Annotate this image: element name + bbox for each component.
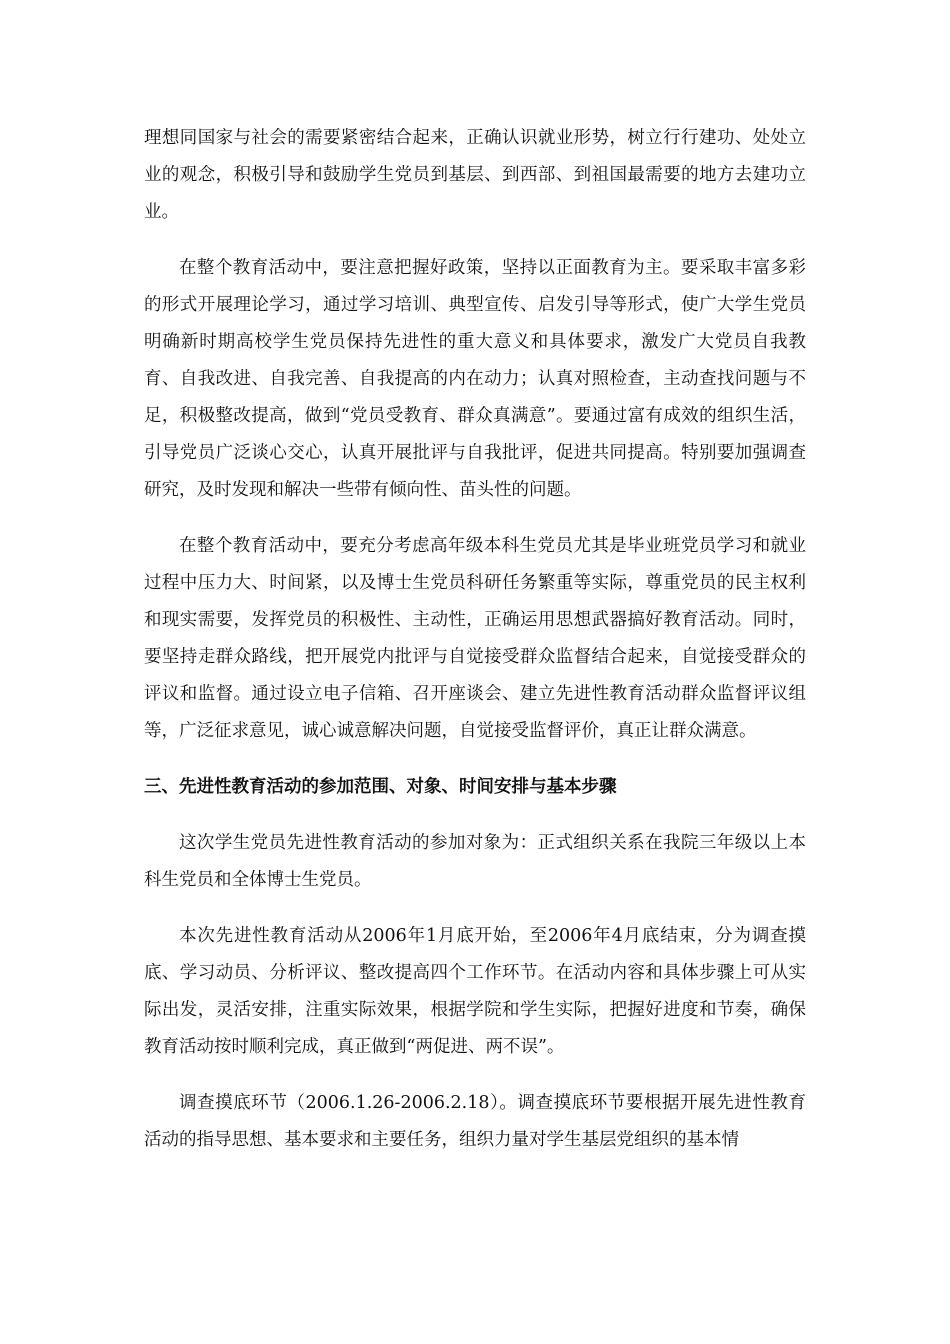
paragraph-4: 这次学生党员先进性教育活动的参加对象为：正式组织关系在我院三年级以上本科生党员和全体博士生党员。: [144, 833, 806, 890]
document-body: [144, 120, 806, 1178]
paragraph-1: 理想同国家与社会的需要紧密结合起来，正确认识就业形势，树立行行建功、处处立业的观念，积极引导和鼓励学生党员到基层、到西部、到祖国最需要的地方去建功立业。: [144, 128, 806, 222]
paragraph-5: 本次先进性教育活动从2006年1月底开始，至2006年4月底结束，分为调查摸底、学习动员、分析评议、整改提高四个工作环节。在活动内容和具体步骤上可从实际出发，灵活安排，注重实际效果，根据学院和学生实际，把握好进度和节奏，确保教育活动按时顺利完成，真正做到“两促进、两不误”。: [144, 926, 806, 1057]
paragraph-3: 在整个教育活动中，要充分考虑高年级本科生党员尤其是毕业班党员学习和就业过程中压力大、时间紧，以及博士生党员科研任务繁重等实际，尊重党员的民主权利和现实需要，发挥党员的积极性、主动性，正确运用思想武器搞好教育活动。同时，要坚持走群众路线，把开展党内批评与自觉接受群众监督结合起来，自觉接受群众的评议和监督。通过设立电子信箱、召开座谈会、建立先进性教育活动群众监督评议组等，广泛征求意见，诚心诚意解决问题，自觉接受监督评价，真正让群众满意。: [144, 536, 806, 741]
paragraph-2: 在整个教育活动中，要注意把握好政策，坚持以正面教育为主。要采取丰富多彩的形式开展理论学习，通过学习培训、典型宣传、启发引导等形式，使广大学生党员明确新时期高校学生党员保持先进性的重大意义和具体要求，激发广大党员自我教育、自我改进、自我完善、自我提高的内在动力；认真对照检查，主动查找问题与不足，积极整改提高，做到“党员受教育、群众真满意”。要通过富有成效的组织生活，引导党员广泛谈心交心，认真开展批评与自我批评，促进共同提高。特别要加强调查研究，及时发现和解决一些带有倾向性、苗头性的问题。: [144, 258, 806, 500]
section-heading-3: 三、先进性教育活动的参加范围、对象、时间安排与基本步骤: [144, 777, 617, 797]
paragraph-6: 调查摸底环节（2006.1.26-2006.2.18）。调查摸底环节要根据开展先进性教育活动的指导思想、基本要求和主要任务，组织力量对学生基层党组织的基本情: [144, 1093, 806, 1150]
